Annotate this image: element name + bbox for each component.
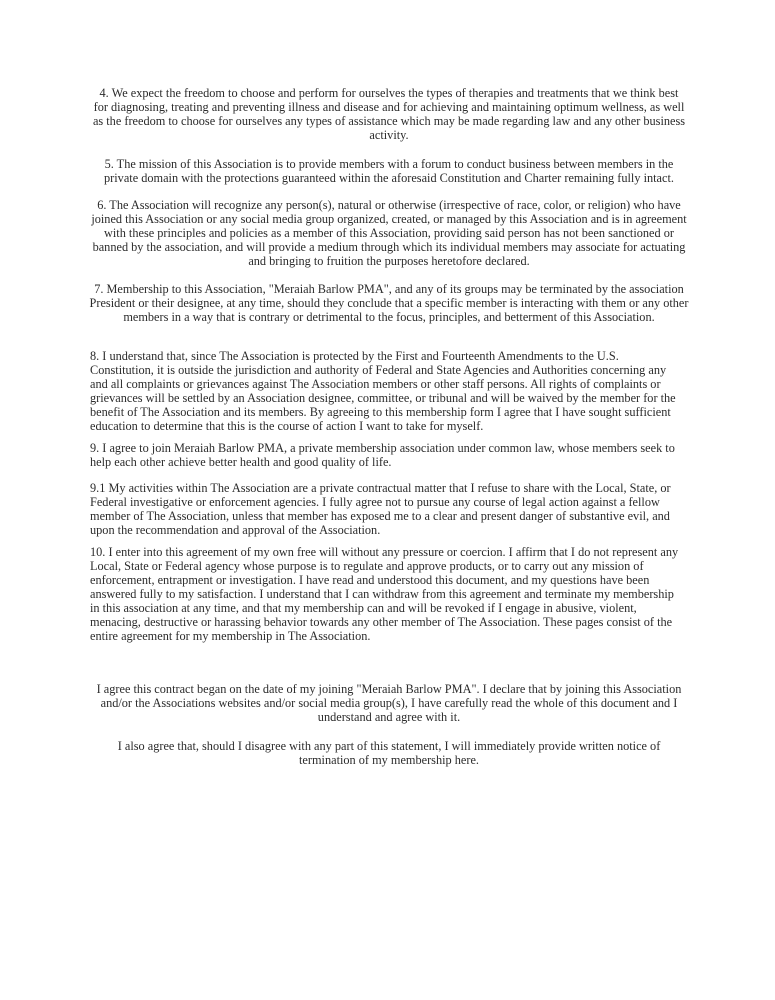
- clause-9: 9. I agree to join Meraiah Barlow PMA, a private membership association under common law, whose members seek to help each other achieve better health and good quality of life.: [90, 441, 675, 469]
- clause-9-1: 9.1 My activities within The Association are a private contractual matter that I refuse to share with the Local, State, or Federal investigative or enforcement agencies. I fully agree not to pursue any course of legal action against a fellow member of The Association, unless that member has exposed me to a clear and present danger of substantive evil, and upon the recommendation and approval of the Association.: [90, 481, 671, 537]
- clause-4: 4. We expect the freedom to choose and perform for ourselves the types of therapies and treatments that we think best for diagnosing, treating and preventing illness and disease and for achieving and maintaining optimum wellness, as well as the freedom to choose for ourselves any types of assistance which may be made regarding law and any other business activity.: [92, 86, 686, 142]
- clause-10: 10. I enter into this agreement of my own free will without any pressure or coercion. I affirm that I do not represent any Local, State or Federal agency whose purpose is to regulate and approve products, or to carry out any mission of enforcement, entrapment or investigation. I have read and understood this document, and my questions have been answered fully to my satisfaction. I understand that I can withdraw from this agreement and terminate my membership in this association at any time, and that my membership can and will be revoked if I engage in abusive, violent, menacing, destructive or harassing behavior towards any other member of The Association. These pages consist of the entire agreement for my membership in The Association.: [90, 545, 679, 643]
- clause-7: 7. Membership to this Association, "Meraiah Barlow PMA", and any of its groups may be terminated by the association President or their designee, at any time, should they conclude that a specific member is interacting with them or any other members in a way that is contrary or detrimental to the focus, principles, and betterment of this Association.: [89, 282, 689, 324]
- clause-5: 5. The mission of this Association is to provide members with a forum to conduct business between members in the private domain with the protections guaranteed within the aforesaid Constitution and Charter remaining fully intact.: [104, 157, 674, 185]
- termination-statement: I also agree that, should I disagree with any part of this statement, I will immediately provide written notice of termination of my membership here.: [117, 739, 661, 767]
- clause-8: 8. I understand that, since The Association is protected by the First and Fourteenth Amendments to the U.S. Constitution, it is outside the jurisdiction and authority of Federal and State Agencies and Authorities concerning any and all complaints or grievances against The Association members or other staff persons. All rights of complaints or grievances will be settled by an Association designee, committee, or tribunal and will be waived by the member for the benefit of The Association and its members. By agreeing to this membership form I agree that I have sought sufficient education to determine that this is the course of action I want to take for myself.: [90, 349, 676, 433]
- agreement-statement: I agree this contract began on the date of my joining "Meraiah Barlow PMA". I declare that by joining this Association and/or the Associations websites and/or social media group(s), I have carefully read the whole of this document and I understand and agree with it.: [96, 682, 682, 724]
- clause-6: 6. The Association will recognize any person(s), natural or otherwise (irrespective of race, color, or religion) who have joined this Association or any social media group organized, created, or managed by this Association and is in agreement with these principles and policies as a member of this Association, providing said person has not been sanctioned or banned by the association, and will provide a medium through which its individual members may associate for actuating and bringing to fruition the purposes heretofore declared.: [91, 198, 687, 268]
